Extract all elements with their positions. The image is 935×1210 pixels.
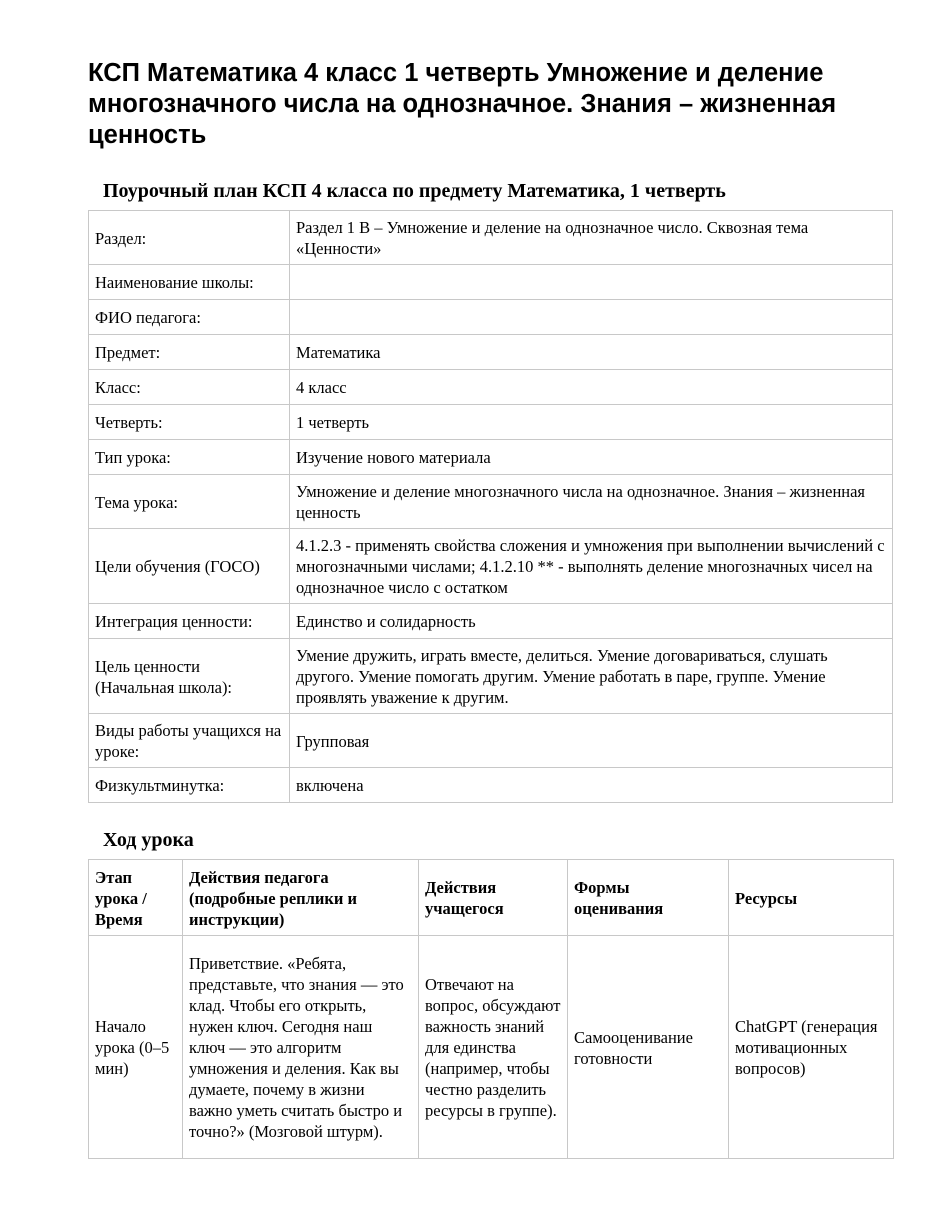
column-header-student-actions: Действия учащегося (419, 860, 568, 936)
table-row (89, 529, 893, 604)
column-header-resources: Ресурсы (729, 860, 894, 936)
info-label: Наименование школы: (89, 265, 290, 300)
column-header-teacher-actions: Действия педагога (подробные реплики и инструкции) (183, 860, 419, 936)
table-header-row (89, 860, 894, 936)
teacher-actions-cell: Приветствие. «Ребята, представьте, что знания — это клад. Чтобы его открыть, нужен ключ. Сегодня наш ключ — это алгоритм умножения и деления. Как вы думаете, почему в жизни важно уметь считать быстро и точно?» (Мозговой штурм). (183, 936, 419, 1159)
info-label: ФИО педагога: (89, 300, 290, 335)
info-value: 4.1.2.3 - применять свойства сложения и умножения при выполнении вычислений с многозначными числами; 4.1.2.10 ** - выполнять деление многозначных чисел на однозначное число с остатком (290, 529, 893, 604)
student-actions-cell: Отвечают на вопрос, обсуждают важность знаний для единства (например, чтобы честно разделить ресурсы в группе). (419, 936, 568, 1159)
info-value: включена (290, 768, 893, 803)
column-header-assessment: Формы оценивания (568, 860, 729, 936)
info-value: 1 четверть (290, 405, 893, 440)
lesson-flow-table (88, 859, 894, 1159)
table-row (89, 714, 893, 768)
info-label: Раздел: (89, 211, 290, 265)
info-label: Физкультминутка: (89, 768, 290, 803)
table-row (89, 300, 893, 335)
info-value: 4 класс (290, 370, 893, 405)
table-row (89, 405, 893, 440)
info-value: Математика (290, 335, 893, 370)
stage-cell: Начало урока (0–5 мин) (89, 936, 183, 1159)
table-row (89, 370, 893, 405)
info-label: Тип урока: (89, 440, 290, 475)
info-value (290, 265, 893, 300)
table-row (89, 475, 893, 529)
info-value: Умножение и деление многозначного числа на однозначное. Знания – жизненная ценность (290, 475, 893, 529)
table-row (89, 604, 893, 639)
info-label: Виды работы учащихся на уроке: (89, 714, 290, 768)
lesson-info-table (88, 210, 893, 803)
resources-cell: ChatGPT (генерация мотивационных вопросов) (729, 936, 894, 1159)
info-value: Групповая (290, 714, 893, 768)
table-row (89, 936, 894, 1159)
info-label: Четверть: (89, 405, 290, 440)
info-label: Цели обучения (ГОСО) (89, 529, 290, 604)
table-row (89, 639, 893, 714)
document-title: КСП Математика 4 класс 1 четверть Умножение и деление многозначного числа на однозначное. Знания – жизненная ценность (88, 59, 837, 149)
table-row (89, 335, 893, 370)
info-label: Класс: (89, 370, 290, 405)
info-value: Единство и солидарность (290, 604, 893, 639)
info-value: Изучение нового материала (290, 440, 893, 475)
table-row (89, 440, 893, 475)
info-value: Раздел 1 В – Умножение и деление на однозначное число. Сквозная тема «Ценности» (290, 211, 893, 265)
assessment-cell: Самооценивание готовности (568, 936, 729, 1159)
table-row (89, 265, 893, 300)
info-label: Предмет: (89, 335, 290, 370)
table-row (89, 768, 893, 803)
table-row (89, 211, 893, 265)
plan-heading: Поурочный план КСП 4 класса по предмету Математика, 1 четверть (103, 180, 726, 202)
info-value: Умение дружить, играть вместе, делиться. Умение договариваться, слушать другого. Умение помогать другим. Умение работать в паре, группе. Умение проявлять уважение к другим. (290, 639, 893, 714)
lesson-flow-heading: Ход урока (103, 829, 194, 851)
info-label: Цель ценности (Начальная школа): (89, 639, 290, 714)
column-header-stage: Этап урока / Время (89, 860, 183, 936)
info-value (290, 300, 893, 335)
info-label: Интеграция ценности: (89, 604, 290, 639)
info-label: Тема урока: (89, 475, 290, 529)
